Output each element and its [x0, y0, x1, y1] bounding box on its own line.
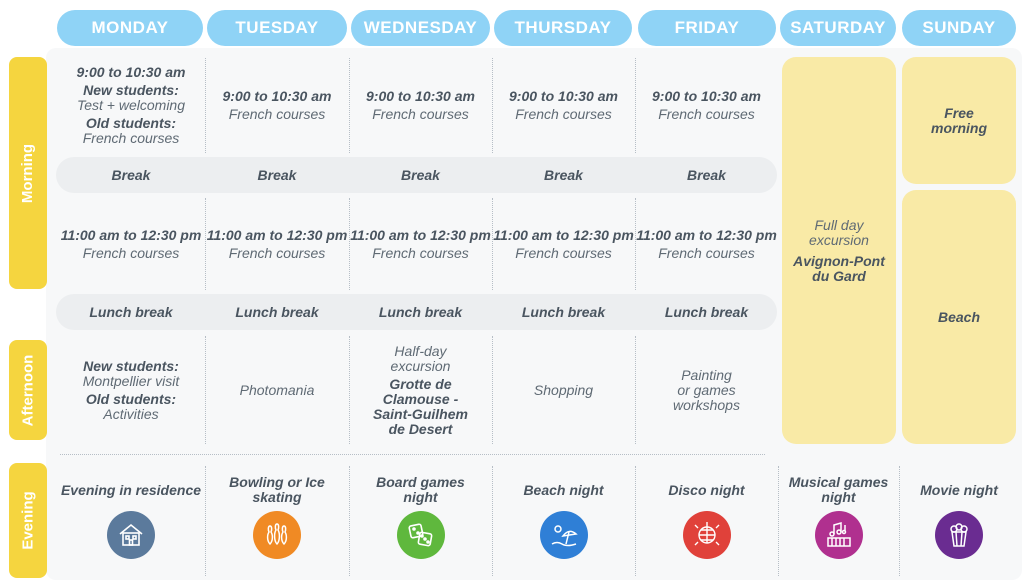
evening-label: Evening in residence	[60, 481, 202, 498]
evening-label: Beach night	[523, 481, 604, 498]
time: 9:00 to 10:30 am	[222, 87, 332, 104]
header-thursday: THURSDAY	[494, 10, 632, 46]
new-students-text: Montpellier visit	[82, 372, 180, 389]
wednesday-slot2	[349, 198, 492, 290]
tuesday-afternoon	[205, 336, 349, 444]
break-label: Break	[111, 166, 151, 183]
bowling-icon	[253, 511, 301, 559]
place-line: Clamouse -	[382, 390, 459, 407]
activity: French courses	[658, 244, 755, 261]
evening-divider	[60, 454, 765, 455]
activity: Photomania	[239, 381, 315, 398]
evening-saturday	[778, 470, 899, 510]
time: 11:00 am to 12:30 pm	[636, 226, 777, 243]
evening-tuesday	[205, 470, 349, 510]
disco-ball-icon	[683, 511, 731, 559]
thursday-slot2	[492, 198, 635, 290]
saturday-day-text	[782, 57, 896, 444]
activity-line: workshops	[673, 396, 740, 413]
lunch-break-label: Lunch break	[89, 303, 173, 320]
wednesday-afternoon	[349, 336, 492, 444]
evening-label: night	[821, 489, 856, 505]
new-students-text: Test + welcoming	[76, 96, 186, 113]
time: 9:00 to 10:30 am	[509, 87, 618, 104]
tuesday-slot1	[205, 58, 349, 152]
friday-afternoon	[635, 336, 778, 444]
evening-label: Movie night	[920, 481, 998, 498]
activity-line: or games	[677, 381, 736, 398]
old-students-label: Old students:	[85, 390, 177, 407]
time: 9:00 to 10:30 am	[652, 87, 761, 104]
thursday-slot1	[492, 58, 635, 152]
activity: Shopping	[533, 381, 594, 398]
header-monday: MONDAY	[57, 10, 203, 46]
activity: French courses	[82, 244, 180, 261]
evening-label: Bowling or Ice	[229, 474, 325, 490]
time: 11:00 am to 12:30 pm	[60, 226, 202, 243]
evening-thursday	[492, 470, 635, 510]
evening-sunday	[899, 470, 1019, 510]
evening-label: night	[403, 489, 438, 505]
period-evening: Evening	[9, 463, 47, 578]
header-wednesday: WEDNESDAY	[351, 10, 490, 46]
evening-label: Disco night	[668, 481, 745, 498]
activity: French courses	[515, 105, 612, 122]
friday-slot2	[635, 198, 778, 290]
dice-icon	[397, 511, 445, 559]
beach-icon	[540, 511, 588, 559]
break-label: Break	[257, 166, 297, 183]
tuesday-slot2	[205, 198, 349, 290]
break-label: Break	[687, 166, 726, 183]
time: 11:00 am to 12:30 pm	[206, 226, 348, 243]
new-students-label: New students:	[83, 357, 179, 374]
time: 11:00 am to 12:30 pm	[493, 226, 634, 243]
activity-line: excursion	[809, 231, 869, 248]
activity-line: excursion	[390, 357, 451, 374]
break-label: Break	[544, 166, 583, 183]
residence-icon	[107, 511, 155, 559]
wednesday-slot1	[349, 58, 492, 152]
activity: French courses	[515, 244, 612, 261]
time: 9:00 to 10:30 am	[366, 87, 475, 104]
old-students-label: Old students:	[85, 114, 177, 131]
evening-label: skating	[252, 489, 302, 505]
lunch-break-label: Lunch break	[235, 303, 319, 320]
lunch-break-label: Lunch break	[378, 303, 463, 320]
music-icon	[815, 511, 863, 559]
time: 9:00 to 10:30 am	[76, 63, 186, 80]
activity-line: Painting	[681, 366, 732, 383]
old-students-text: Activities	[103, 405, 159, 422]
place-line: de Desert	[388, 420, 453, 437]
period-morning: Morning	[9, 57, 47, 289]
place-line: du Gard	[812, 267, 866, 284]
activity-line: Full day	[814, 216, 864, 233]
evening-friday	[635, 470, 778, 510]
old-students-text: French courses	[82, 129, 180, 146]
header-sunday: SUNDAY	[902, 10, 1016, 46]
header-friday: FRIDAY	[638, 10, 776, 46]
popcorn-icon	[935, 511, 983, 559]
evening-wednesday	[349, 470, 492, 510]
header-saturday: SATURDAY	[780, 10, 896, 46]
activity-line: Half-day	[394, 342, 447, 359]
evening-label: Board games	[376, 474, 465, 490]
monday-slot1	[57, 58, 205, 152]
activity: French courses	[372, 105, 469, 122]
evening-label: Musical games	[788, 474, 889, 490]
sunday-beach-text: Beach	[937, 308, 981, 325]
new-students-label: New students:	[83, 81, 179, 98]
free-morning-line: Free	[944, 104, 974, 121]
period-afternoon: Afternoon	[9, 340, 47, 440]
header-tuesday: TUESDAY	[207, 10, 347, 46]
place-line: Saint-Guilhem	[373, 405, 468, 422]
monday-afternoon	[57, 336, 205, 444]
free-morning-line: morning	[931, 119, 987, 136]
time: 11:00 am to 12:30 pm	[350, 226, 491, 243]
activity: French courses	[372, 244, 469, 261]
thursday-afternoon	[492, 336, 635, 444]
activity: French courses	[658, 105, 755, 122]
place-line: Avignon-Pont	[793, 252, 885, 269]
lunch-break-label: Lunch break	[521, 303, 606, 320]
sunday-morning-text	[902, 57, 1016, 184]
break-label: Break	[401, 166, 440, 183]
activity: French courses	[228, 105, 326, 122]
lunch-break-label: Lunch break	[664, 303, 749, 320]
monday-slot2	[57, 198, 205, 290]
friday-slot1	[635, 58, 778, 152]
place-line: Grotte de	[389, 375, 452, 392]
activity: French courses	[228, 244, 326, 261]
evening-monday	[57, 470, 205, 510]
